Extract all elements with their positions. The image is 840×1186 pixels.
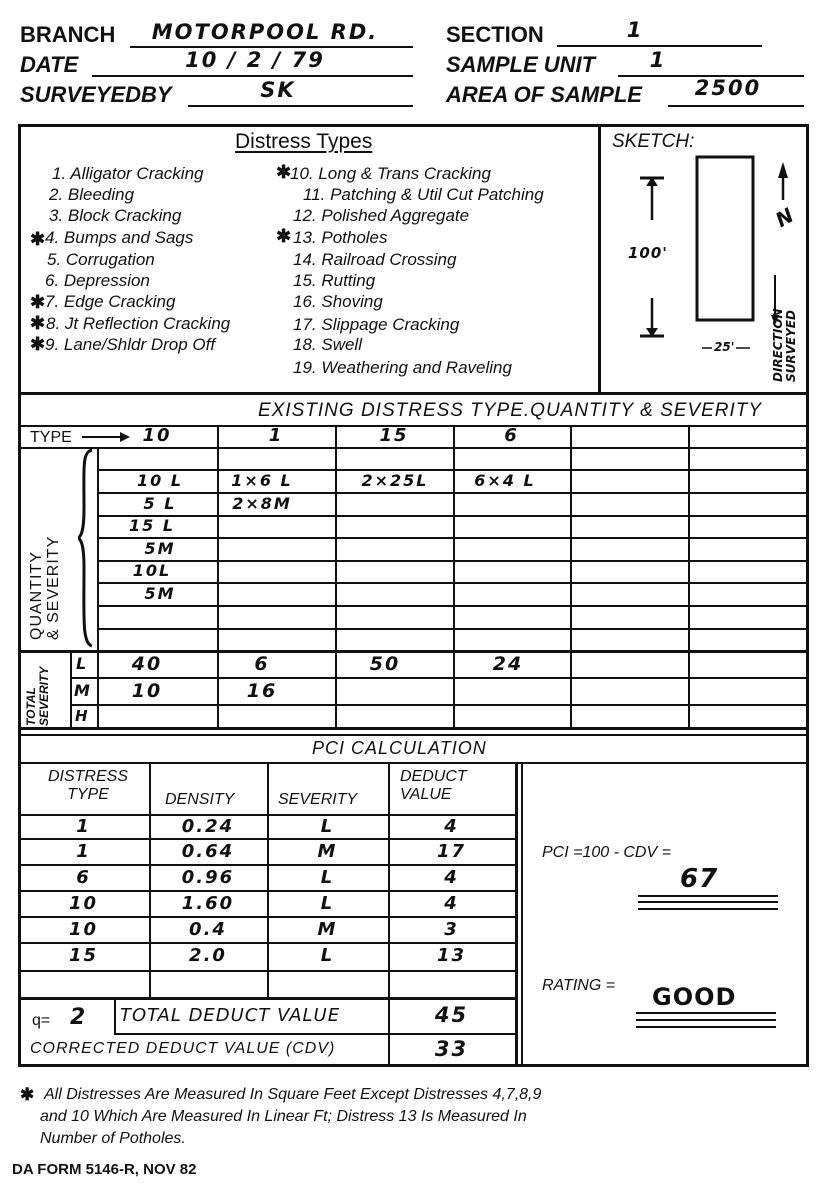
- distress-item: 19. Weathering and Raveling: [293, 358, 512, 377]
- pci-density-cell[interactable]: 0.96: [181, 867, 235, 888]
- pci-type-cell[interactable]: 1: [76, 816, 91, 837]
- quantity-cell[interactable]: 2×25L: [361, 471, 429, 490]
- quantity-cell[interactable]: 6×4 L: [474, 471, 536, 490]
- distress-item: 7. Edge Cracking: [45, 292, 176, 311]
- pci-density-cell[interactable]: 0.64: [181, 841, 235, 862]
- distress-item: 12. Polished Aggregate: [293, 206, 470, 225]
- north-icon: N: [771, 201, 800, 233]
- footnote-line: and 10 Which Are Measured In Linear Ft; Distress 13 Is Measured In: [40, 1108, 527, 1125]
- density-header: DENSITY: [165, 791, 235, 808]
- distress-item: 11. Patching & Util Cut Patching: [303, 185, 544, 204]
- distress-item: 1. Alligator Cracking: [52, 164, 204, 183]
- total-severity-label: [25, 667, 51, 726]
- direction-label: DIRECTION: [771, 308, 785, 382]
- distress-item: 18. Swell: [293, 335, 362, 354]
- pci-calculation-title: PCI CALCULATION: [312, 738, 487, 758]
- footnote-line: All Distresses Are Measured In Square Feet Except Distresses 4,7,8,9: [44, 1086, 542, 1103]
- sample-unit-label: SAMPLE UNIT: [446, 52, 596, 77]
- cdv-value[interactable]: 33: [434, 1037, 469, 1061]
- surveyed-by-label: SURVEYEDBY: [20, 82, 172, 107]
- pci-type-cell[interactable]: 1: [76, 841, 91, 862]
- quantity-cell[interactable]: 5 L: [143, 494, 177, 513]
- pci-density-cell[interactable]: 0.4: [189, 919, 227, 940]
- branch-field[interactable]: MOTORPOOL RD.: [151, 20, 379, 44]
- pci-severity-cell[interactable]: L: [320, 867, 335, 888]
- pci-deduct-cell[interactable]: 13: [436, 945, 467, 966]
- pci-severity-cell[interactable]: L: [320, 893, 335, 914]
- distress-item: 13. Potholes: [293, 228, 388, 247]
- distress-item: 3. Block Cracking: [49, 206, 182, 225]
- quantity-cell[interactable]: 1×6 L: [231, 471, 293, 490]
- severity-header: SEVERITY: [278, 791, 358, 808]
- pci-type-cell[interactable]: 10: [68, 893, 99, 914]
- area-of-sample-label: AREA OF SAMPLE: [446, 82, 642, 107]
- pci-deduct-cell[interactable]: 3: [444, 919, 459, 940]
- asterisk-icon: ✱: [30, 334, 46, 354]
- total-deduct-value-label: TOTAL DEDUCT VALUE: [120, 1005, 341, 1026]
- quantity-label: QUANTITY: [28, 551, 45, 640]
- pci-deduct-cell[interactable]: 4: [444, 816, 459, 837]
- rating-label: RATING =: [542, 977, 616, 994]
- quantity-cell[interactable]: 10 L: [136, 471, 184, 490]
- date-field[interactable]: 10 / 2 / 79: [185, 48, 325, 72]
- form-id: DA FORM 5146-R, NOV 82: [12, 1161, 197, 1178]
- pci-deduct-cell[interactable]: 4: [444, 867, 459, 888]
- sketch-length-label: 100': [628, 244, 668, 262]
- total-label: TOTAL: [24, 687, 38, 726]
- type-label: TYPE: [30, 429, 72, 446]
- quantity-severity-label: [28, 536, 62, 640]
- section-label: SECTION: [446, 22, 544, 47]
- distress-item: 15. Rutting: [293, 271, 376, 290]
- pci-deduct-cell[interactable]: 17: [436, 841, 467, 862]
- severity-h-label: H: [75, 707, 88, 725]
- total-l-cell[interactable]: 6: [254, 653, 270, 675]
- distress-type-header: DISTRESS TYPE: [47, 768, 128, 803]
- distress-item: 17. Slippage Cracking: [293, 315, 460, 334]
- asterisk-icon: ✱: [20, 1085, 35, 1104]
- direction-surveyed-label: [772, 308, 798, 382]
- total-l-cell[interactable]: 24: [492, 653, 524, 675]
- distress-types-title: Distress Types: [235, 130, 373, 153]
- total-m-cell[interactable]: 16: [246, 680, 278, 702]
- surveyed-by-field[interactable]: SK: [260, 78, 296, 102]
- asterisk-icon: ✱: [30, 229, 46, 249]
- pci-type-cell[interactable]: 10: [68, 919, 99, 940]
- cdv-label: CORRECTED DEDUCT VALUE (CDV): [30, 1040, 336, 1057]
- pci-value[interactable]: 67: [680, 864, 719, 894]
- pci-severity-cell[interactable]: L: [320, 945, 335, 966]
- asterisk-icon: ✱: [30, 292, 46, 312]
- total-l-cell[interactable]: 40: [131, 653, 163, 675]
- quantity-cell[interactable]: 2×8M: [232, 494, 292, 513]
- sample-unit-field[interactable]: 1: [649, 48, 667, 72]
- sketch-title: SKETCH:: [612, 131, 695, 152]
- pci-density-cell[interactable]: 2.0: [189, 945, 227, 966]
- asterisk-icon: ✱: [276, 226, 292, 246]
- brace-icon: [78, 448, 96, 648]
- severity-total-label: SEVERITY: [37, 666, 51, 726]
- date-label: DATE: [20, 52, 79, 77]
- pci-formula-label: PCI =100 - CDV =: [542, 844, 671, 861]
- distress-item: 10. Long & Trans Cracking: [290, 164, 491, 183]
- pci-severity-cell[interactable]: M: [317, 919, 338, 940]
- distress-item: 8. Jt Reflection Cracking: [46, 314, 231, 333]
- q-label: q=: [32, 1012, 51, 1029]
- distress-item: 9. Lane/Shldr Drop Off: [45, 335, 216, 354]
- total-l-cell[interactable]: 50: [369, 653, 401, 675]
- total-deduct-value[interactable]: 45: [434, 1003, 469, 1027]
- pci-density-cell[interactable]: 0.24: [181, 816, 235, 837]
- distress-item: 6. Depression: [45, 271, 150, 290]
- existing-distress-title: EXISTING DISTRESS TYPE.QUANTITY & SEVERITY: [258, 400, 763, 421]
- severity-label: & SEVERITY: [45, 535, 62, 640]
- type-cell[interactable]: 1: [268, 425, 284, 446]
- total-m-cell[interactable]: 10: [131, 680, 163, 702]
- quantity-cell[interactable]: 5M: [144, 584, 176, 603]
- distress-item: 14. Railroad Crossing: [293, 250, 457, 269]
- sketch-width-label: 25': [714, 340, 735, 354]
- asterisk-icon: ✱: [30, 313, 46, 333]
- type-cell[interactable]: 6: [504, 425, 519, 446]
- distress-item: 2. Bleeding: [49, 185, 135, 204]
- type-cell[interactable]: 15: [379, 425, 409, 446]
- distress-item: 4. Bumps and Sags: [45, 228, 194, 247]
- distress-item: 5. Corrugation: [47, 250, 155, 269]
- distress-item: 16. Shoving: [293, 292, 383, 311]
- area-of-sample-field[interactable]: 2500: [694, 76, 762, 100]
- quantity-cell[interactable]: 15 L: [128, 516, 176, 535]
- pci-severity-cell[interactable]: L: [320, 816, 335, 837]
- severity-m-label: M: [74, 681, 90, 700]
- asterisk-icon: ✱: [276, 162, 292, 182]
- footnote-line: Number of Potholes.: [40, 1130, 186, 1147]
- deduct-value-header: DEDUCT VALUE: [400, 768, 467, 803]
- pci-severity-cell[interactable]: M: [317, 841, 338, 862]
- pci-type-cell[interactable]: 6: [76, 867, 91, 888]
- pci-density-cell[interactable]: 1.60: [181, 893, 235, 914]
- branch-label: BRANCH: [20, 22, 116, 47]
- pci-type-cell[interactable]: 15: [68, 945, 99, 966]
- quantity-cell[interactable]: 10L: [132, 561, 172, 580]
- rating-value[interactable]: GOOD: [652, 983, 737, 1011]
- severity-l-label: L: [76, 654, 87, 673]
- q-value[interactable]: 2: [70, 1005, 86, 1030]
- pci-deduct-cell[interactable]: 4: [444, 893, 459, 914]
- section-field[interactable]: 1: [626, 18, 644, 42]
- type-cell[interactable]: 10: [142, 425, 172, 446]
- surveyed-label: SURVEYED: [784, 310, 798, 382]
- quantity-cell[interactable]: 5M: [144, 539, 176, 558]
